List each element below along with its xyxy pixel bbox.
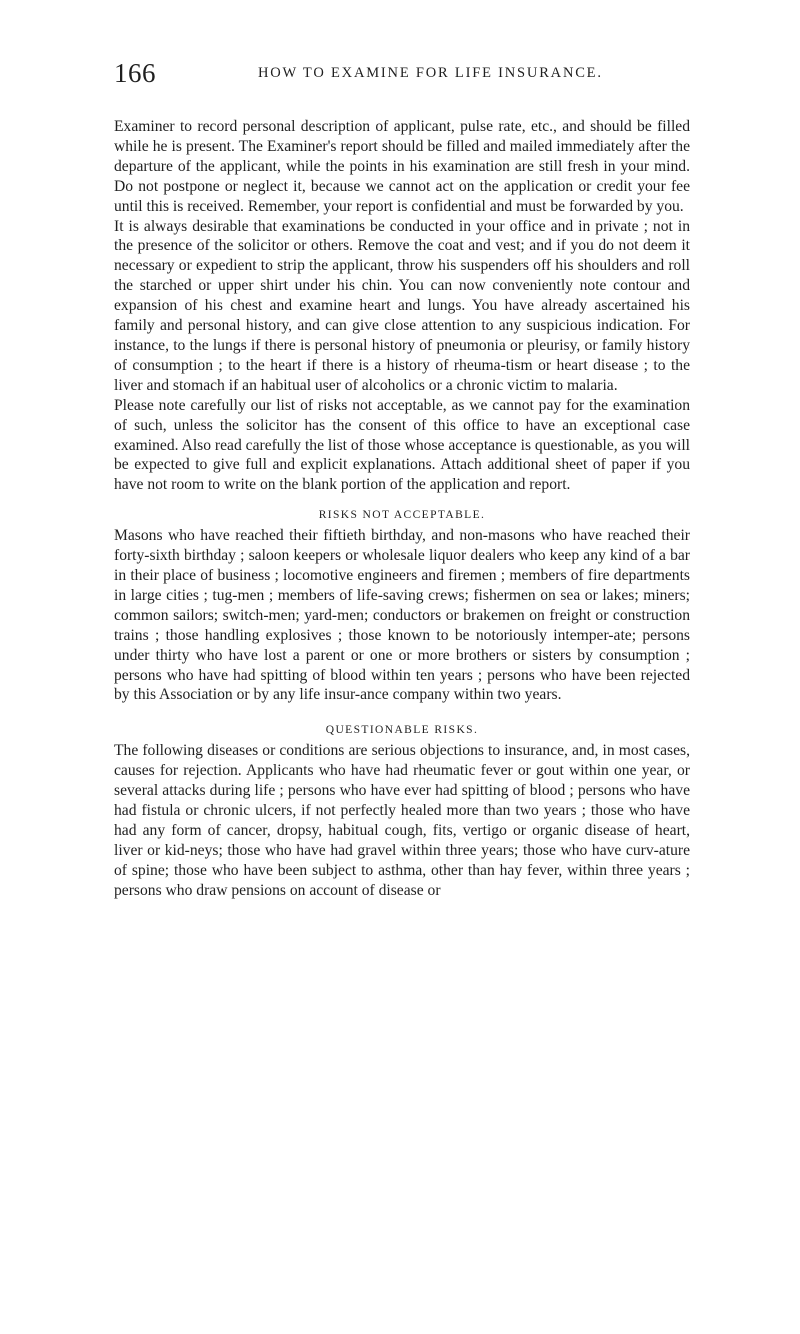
heading-risks-not-acceptable: RISKS NOT ACCEPTABLE.	[318, 509, 486, 522]
running-title: HOW TO EXAMINE FOR LIFE INSURANCE.	[258, 65, 603, 81]
paragraph-risks-not-acceptable: Masons who have reached their fiftieth birthday, and non-masons who have reached their forty-sixth birthday ; saloon keepers or wholesale liquor dealers who keep any kind of a bar in their place of business ; locomotive engineers and firemen ; members of fire departments in large cities ; tug-men ; members of life-saving crews; fishermen on sea or lakes; miners; common sailors; switch-men; yard-men; conductors or brakemen on freight or construction trains ; those handling explosives ; those known to be notoriously intemper-ate; persons under thirty who have lost a parent or one or more brothers or sisters by consumption ; persons who have had spitting of blood within ten years ; persons who have been rejected by this Association or by any life insur-ance company within two years.	[114, 527, 690, 704]
page-number: 166	[114, 58, 156, 88]
running-head	[114, 56, 674, 90]
body-text	[114, 117, 690, 901]
paragraph-examination-conduct: It is always desirable that examinations be conducted in your office and in private ; not in the presence of the solicitor or others. Remove the coat and vest; and if you do not deem it necessary or expedient to strip the applicant, throw his suspenders off his shoulders and roll the starched or upper shirt under his chin. You can now conveniently note contour and expansion of his chest and examine heart and lungs. You have already ascertained his family and personal history, and can give close attention to any suspicious indication. For instance, to the lungs if there is personal history of pneumonia or pleurisy, or family history of consumption ; to the heart if there is a history of rheuma-tism or heart disease ; to the liver and stomach if an habitual user of alcoholics or a chronic victim to malaria.	[114, 217, 690, 394]
paragraph-questionable-risks: The following diseases or conditions are serious objections to insurance, and, in most cases, causes for rejection. Applicants who have had rheumatic fever or gout within one year, or several attacks during life ; persons who have ever had spitting of blood ; persons who have had fistula or chronic ulcers, if not perfectly healed more than two years ; those who have had any form of cancer, dropsy, habitual cough, fits, vertigo or organic disease of heart, liver or kid-neys; those who have had gravel within three years; those who have curv-ature of spine; those who have been subject to asthma, other than hay fever, within three years ; persons who draw pensions on account of disease or	[114, 742, 690, 899]
paragraph-examiner-report: Examiner to record personal description of applicant, pulse rate, etc., and should be filled while he is present. The Examiner's report should be filled and mailed immediately after the departure of the applicant, while the points in his examination are still fresh in your mind. Do not postpone or neglect it, because we cannot act on the application or credit your fee until this is received. Remember, your report is confidential and must be forwarded by you.	[114, 118, 690, 215]
heading-questionable-risks: QUESTIONABLE RISKS.	[325, 724, 479, 737]
paragraph-risk-lists-note: Please note carefully our list of risks not acceptable, as we cannot pay for the examination of such, unless the solicitor has the consent of this office to have an exceptional case examined. Also read carefully the list of those whose acceptance is questionable, as you will be expected to give full and explicit explanations. Attach additional sheet of paper if you have not room to write on the blank portion of the application and report.	[114, 396, 690, 494]
